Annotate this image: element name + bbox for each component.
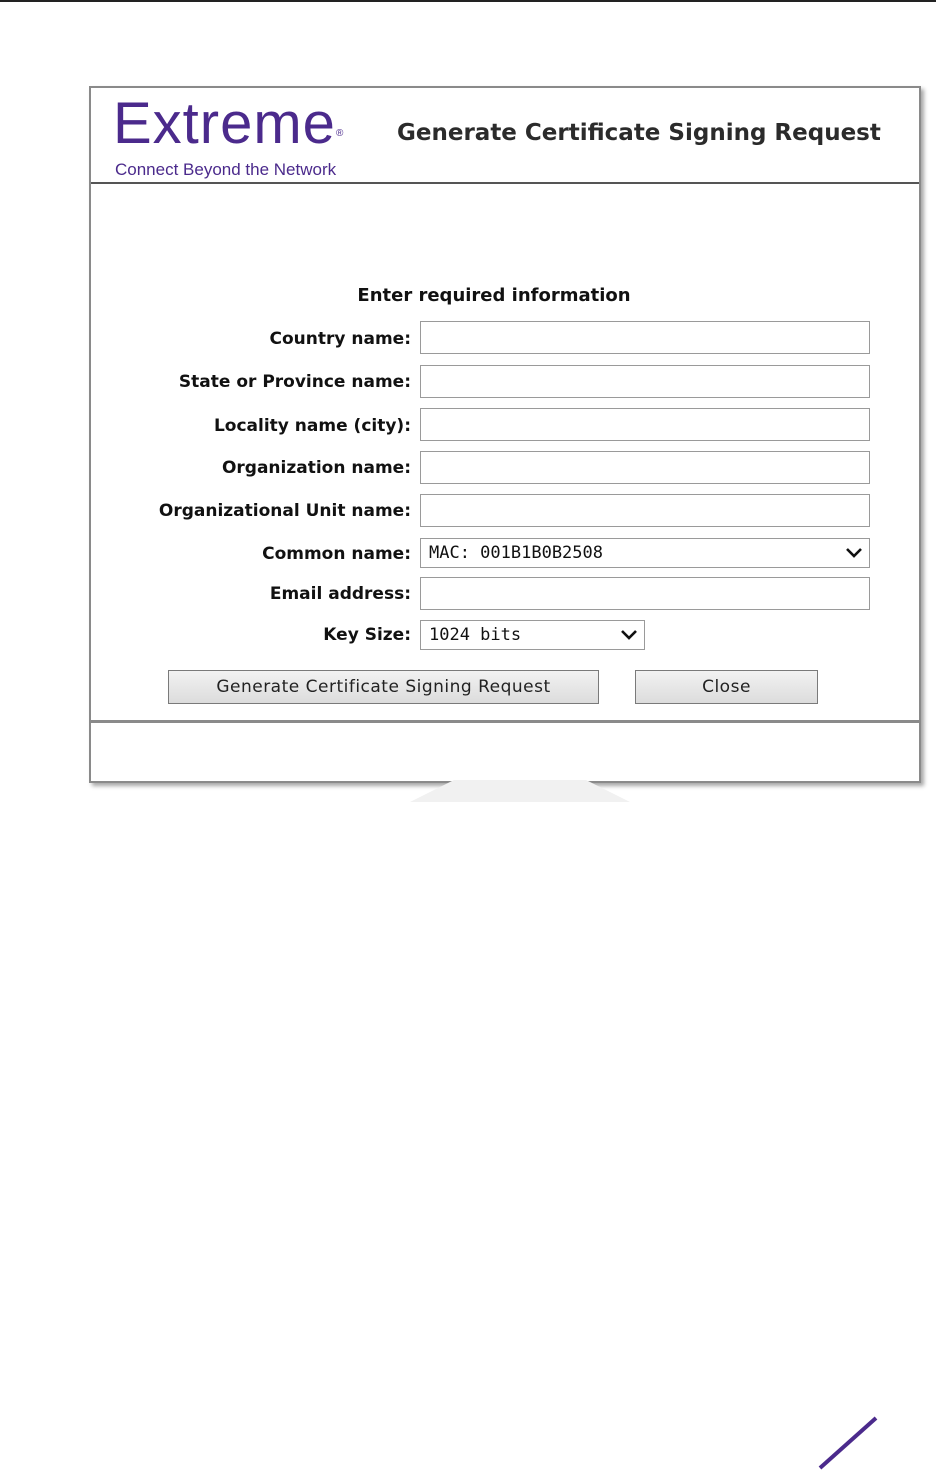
- watermark-fragment: [410, 780, 630, 802]
- key-size-select[interactable]: [420, 620, 645, 650]
- country-label: Country name:: [269, 329, 411, 349]
- common-name-label: Common name:: [262, 544, 411, 564]
- dialog-footer-divider: [91, 720, 919, 723]
- common-name-value: MAC: 001B1B0B2508: [429, 543, 603, 563]
- country-input[interactable]: [420, 321, 870, 354]
- logo-wordmark: Extreme: [113, 91, 336, 156]
- organization-input[interactable]: [420, 451, 870, 484]
- org-unit-input[interactable]: [420, 494, 870, 527]
- email-label: Email address:: [269, 584, 411, 604]
- email-input[interactable]: [420, 577, 870, 610]
- state-label: State or Province name:: [178, 372, 411, 392]
- locality-input[interactable]: [420, 408, 870, 441]
- brand-slash-icon: [810, 1410, 890, 1470]
- org-unit-label: Organizational Unit name:: [158, 501, 411, 521]
- extreme-logo: [113, 91, 345, 156]
- locality-label: Locality name (city):: [213, 416, 411, 436]
- chevron-down-icon: [845, 547, 863, 559]
- common-name-select[interactable]: [420, 538, 870, 568]
- chevron-down-icon: [620, 629, 638, 641]
- generate-csr-button[interactable]: Generate Certificate Signing Request: [168, 670, 599, 704]
- section-title: Enter required information: [357, 285, 631, 306]
- page-title: Generate Certificate Signing Request: [397, 120, 881, 146]
- dialog-header: [91, 88, 919, 184]
- page-top-rule: [0, 0, 936, 2]
- close-button[interactable]: Close: [635, 670, 818, 704]
- logo-tagline: Connect Beyond the Network: [115, 160, 337, 179]
- key-size-value: 1024 bits: [429, 625, 522, 645]
- logo-registered-mark: ®: [335, 128, 345, 139]
- key-size-label: Key Size:: [323, 625, 411, 645]
- state-input[interactable]: [420, 365, 870, 398]
- csr-dialog: [89, 86, 921, 783]
- organization-label: Organization name:: [221, 458, 411, 478]
